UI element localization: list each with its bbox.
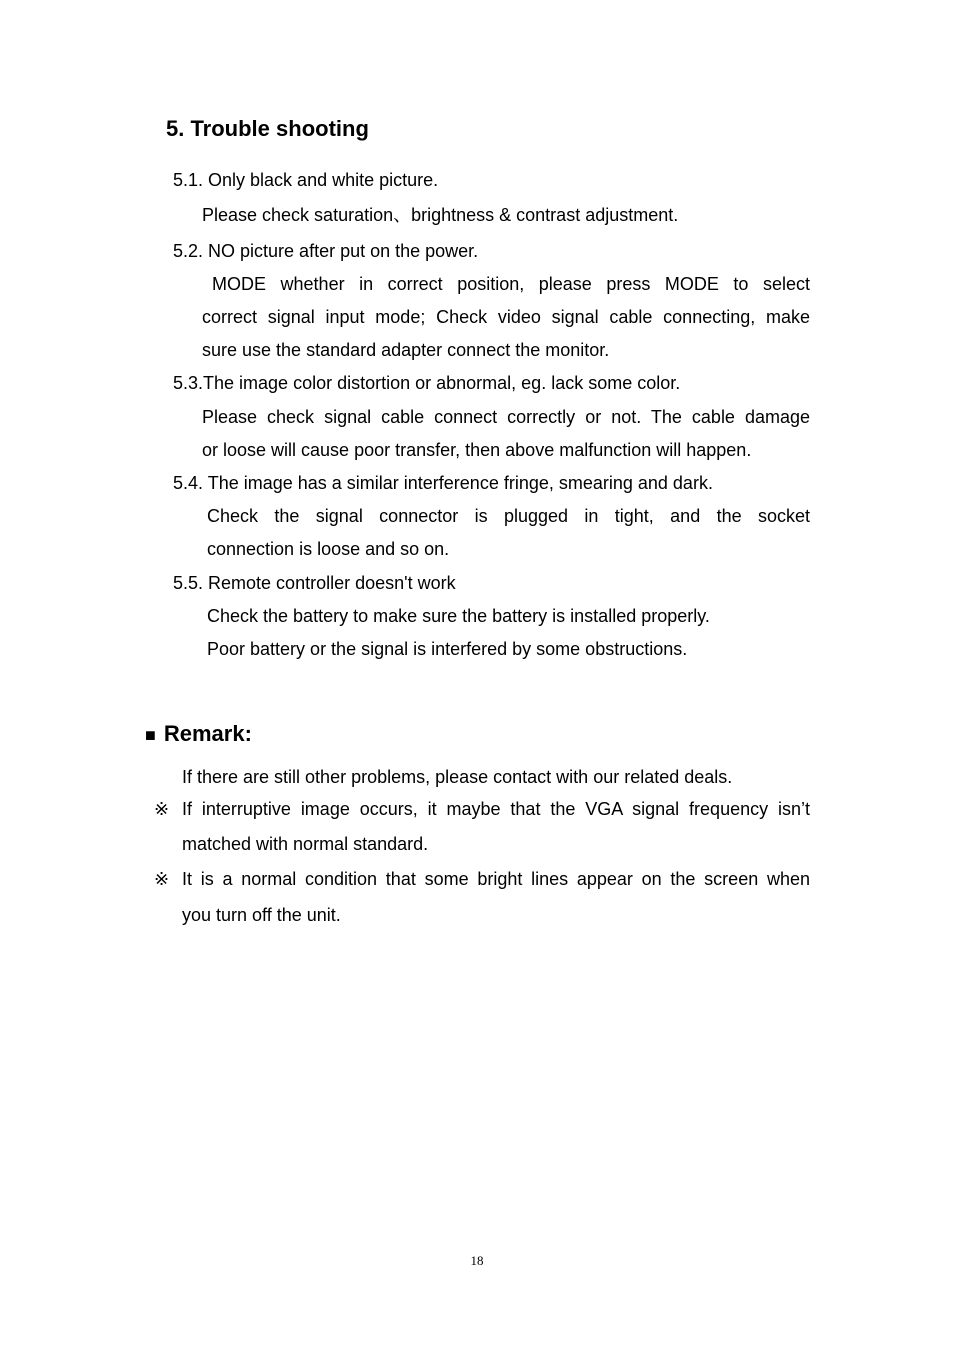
section-title: 5. Trouble shooting <box>166 116 369 141</box>
item-text-5-4-line-1: Check the signal connector is plugged in tight, and the socket <box>207 506 810 526</box>
remark-note-1-line-2: matched with normal standard. <box>182 834 429 854</box>
item-text-5-3-line-2: or loose will cause poor transfer, then above malfunction will happen. <box>202 440 752 460</box>
item-text-5-4-line-2: connection is loose and so on. <box>207 539 450 559</box>
item-heading-5-4: 5.4. The image has a similar interference fringe, smearing and dark. <box>173 473 713 493</box>
item-heading-5-2: 5.2. NO picture after put on the power. <box>173 241 479 261</box>
reference-mark-icon: ※ <box>154 869 170 889</box>
item-text-5-2-line-3: sure use the standard adapter connect the monitor. <box>202 340 610 360</box>
remark-note-2-line-1: It is a normal condition that some bright lines appear on the screen when <box>182 869 810 889</box>
reference-mark-icon: ※ <box>154 799 170 819</box>
item-text-5-3-line-1: Please check signal cable connect correctly or not. The cable damage <box>202 407 810 427</box>
remark-title: Remark: <box>163 721 252 746</box>
square-bullet-icon: ■ <box>145 725 156 745</box>
page-number: 18 <box>470 1253 484 1268</box>
item-heading-5-5: 5.5. Remote controller doesn't work <box>173 573 456 593</box>
item-text-5-2-line-1: MODE whether in correct position, please press MODE to select <box>212 274 810 294</box>
item-text-5-5-line-2: Poor battery or the signal is interfered by some obstructions. <box>207 639 688 659</box>
remark-note-1-line-1: If interruptive image occurs, it maybe that the VGA signal frequency isn’t <box>182 799 810 819</box>
remark-intro: If there are still other problems, please contact with our related deals. <box>182 767 733 787</box>
item-text-5-2-line-2: correct signal input mode; Check video signal cable connecting, make <box>202 307 810 327</box>
item-text-5-5-line-1: Check the battery to make sure the battery is installed properly. <box>207 606 710 626</box>
item-heading-5-1: 5.1. Only black and white picture. <box>173 170 439 190</box>
remark-note-2-line-2: you turn off the unit. <box>182 905 341 925</box>
item-text-5-1-line-1: Please check saturation、brightness & contrast adjustment. <box>202 205 679 225</box>
remark-heading <box>145 719 252 750</box>
item-heading-5-3: 5.3.The image color distortion or abnormal, eg. lack some color. <box>173 373 681 393</box>
